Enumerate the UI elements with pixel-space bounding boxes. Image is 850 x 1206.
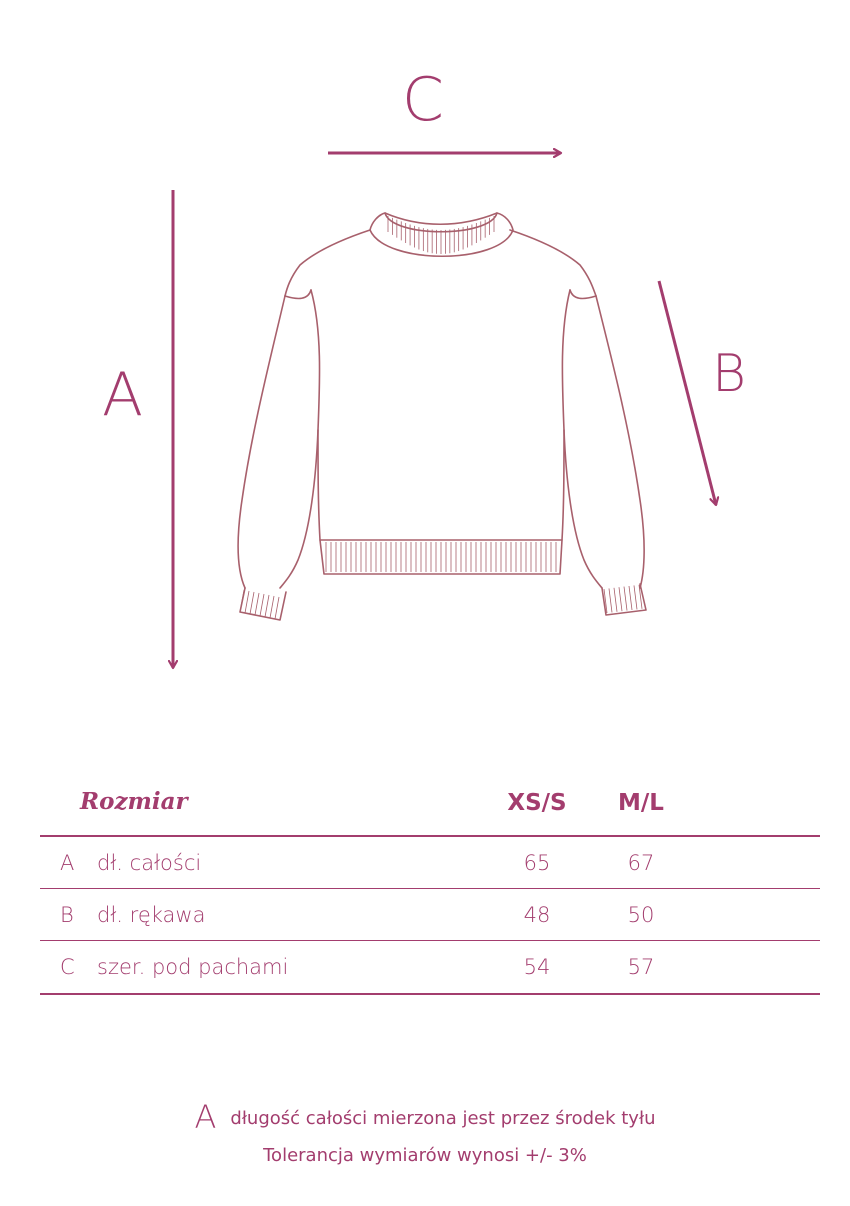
measurement-note xyxy=(0,1098,850,1136)
table-row xyxy=(40,889,820,941)
note-letter: A xyxy=(194,1098,217,1136)
table-row xyxy=(40,837,820,889)
value-xs-s: 54 xyxy=(523,955,551,979)
table-row xyxy=(40,941,820,995)
tolerance-note: Tolerancja wymiarów wynosi +/- 3% xyxy=(263,1145,587,1166)
size-header-label: Rozmiar xyxy=(80,788,188,815)
rib-texture xyxy=(240,216,642,619)
row-letter: C xyxy=(60,955,75,979)
size-table xyxy=(40,780,820,995)
row-name: szer. pod pachami xyxy=(97,955,289,979)
label-c: C xyxy=(402,65,444,135)
column-header-xs-s: XS/S xyxy=(507,790,567,816)
column-header-m-l: M/L xyxy=(618,790,664,816)
label-b: B xyxy=(712,344,747,404)
value-m-l: 67 xyxy=(627,851,655,875)
arrow-b xyxy=(659,281,716,505)
value-m-l: 57 xyxy=(627,955,655,979)
value-m-l: 50 xyxy=(627,903,655,927)
row-name: dł. rękawa xyxy=(97,903,206,927)
sweater-outline xyxy=(238,213,646,620)
table-header xyxy=(40,780,820,837)
value-xs-s: 48 xyxy=(523,903,551,927)
label-a: A xyxy=(102,360,144,430)
row-name: dł. całości xyxy=(97,851,202,875)
value-xs-s: 65 xyxy=(523,851,551,875)
note-text: długość całości mierzona jest przez środek tyłu xyxy=(230,1108,656,1129)
row-letter: A xyxy=(60,851,75,875)
row-letter: B xyxy=(60,903,74,927)
